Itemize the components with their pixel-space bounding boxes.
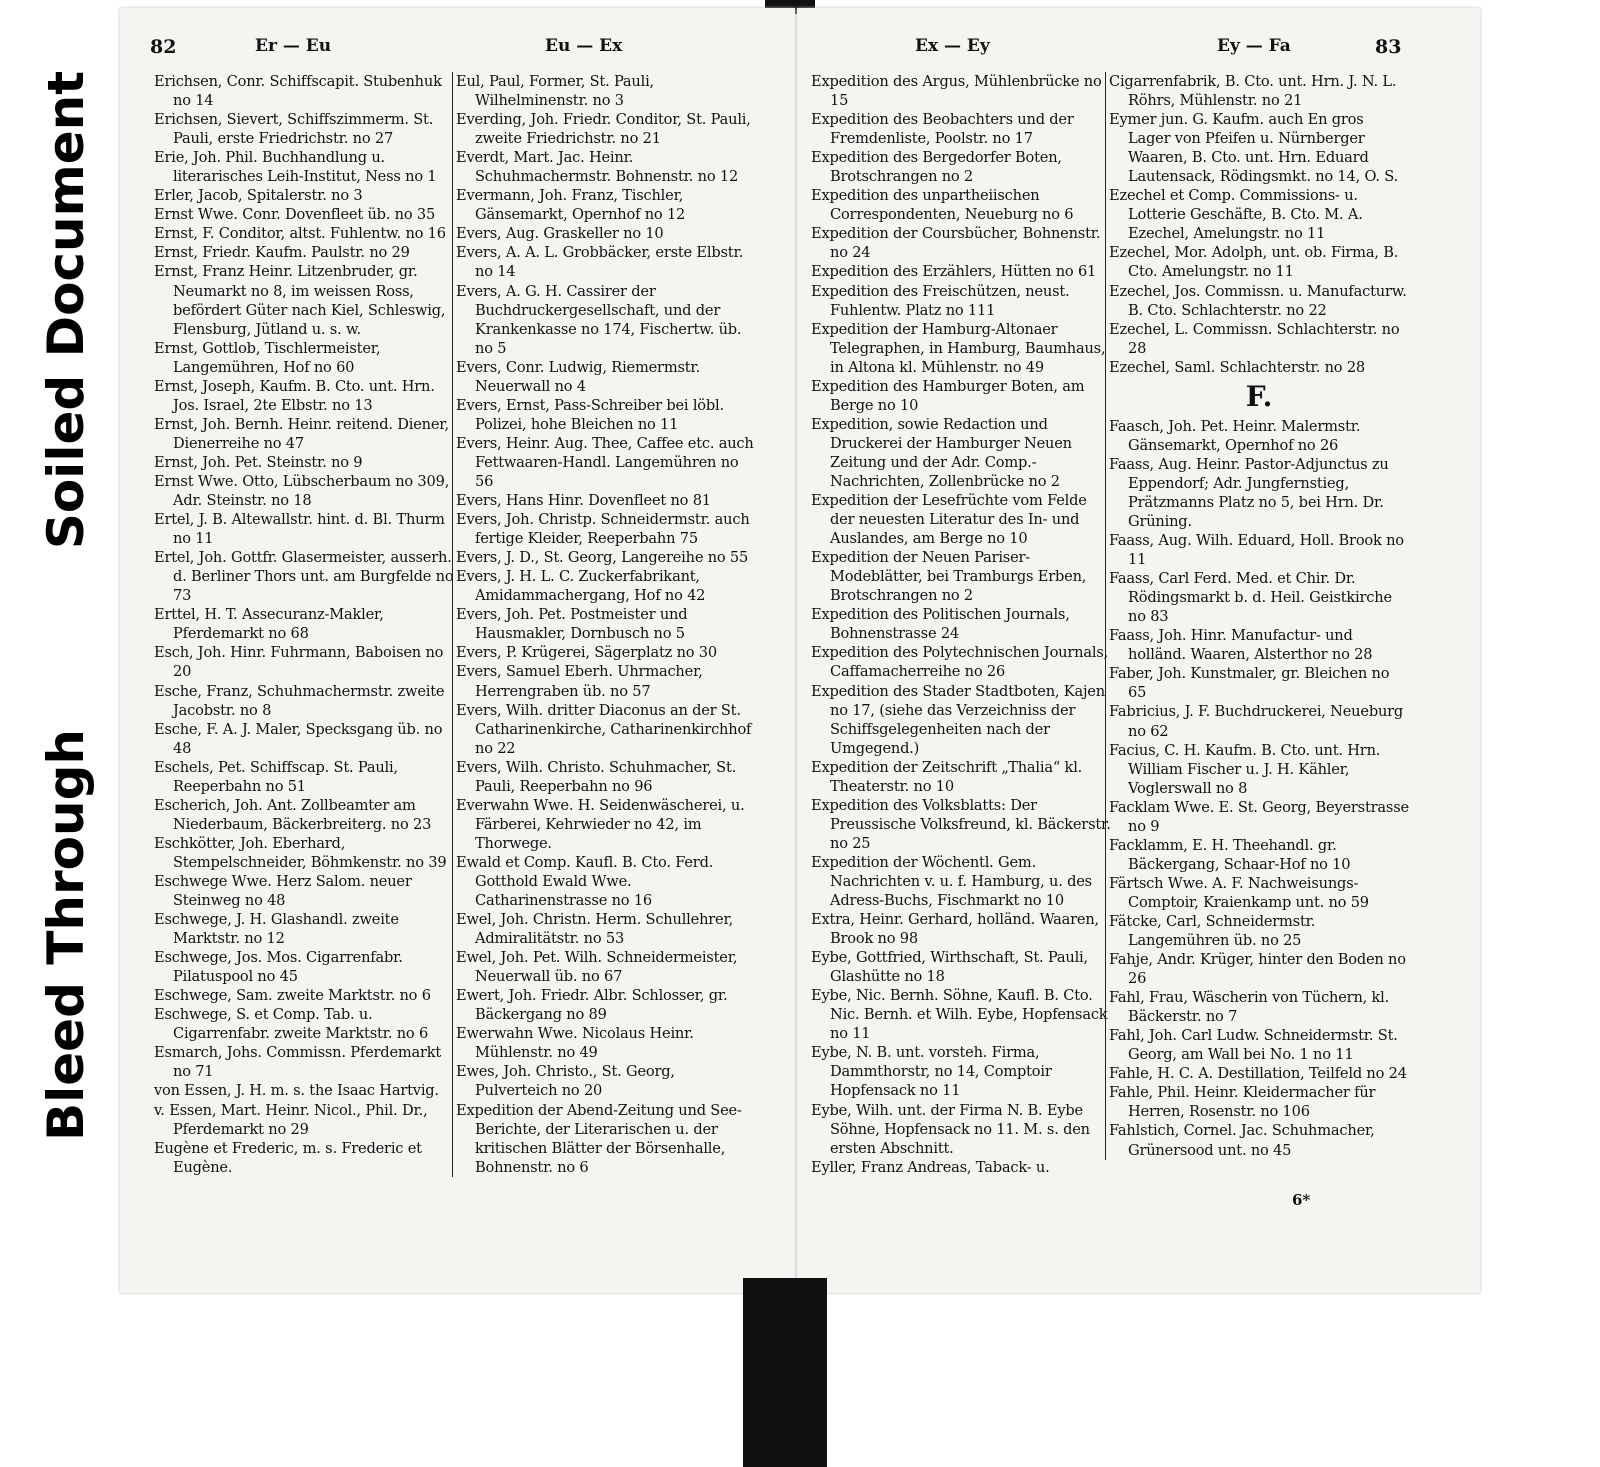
right-page [797, 8, 1480, 1293]
directory-entry: Fahlstich, Cornel. Jac. Schuhmacher, Grünersood unt. no 45 [1109, 1122, 1375, 1159]
soiled-document-label [34, 70, 98, 550]
directory-entry: Evers, A. A. L. Grobbäcker, erste Elbstr. no 14 [456, 244, 744, 281]
directory-entry: Eybe, Wilh. unt. der Firma N. B. Eybe Söhne, Hopfensack no 11. M. s. den ersten Abschnitt. [811, 1101, 1090, 1157]
right-page-header-col2: Ey — Fa [1217, 36, 1291, 56]
directory-entry: Expedition der Coursbücher, Bohnenstr. no 24 [811, 225, 1101, 262]
directory-entry: Facklamm, E. H. Theehandl. gr. Bäckergang, Schaar-Hof no 10 [1109, 836, 1351, 873]
directory-entry: Ernst, Gottlob, Tischlermeister, Langemühren, Hof no 60 [154, 339, 381, 376]
directory-entry: Ewes, Joh. Christo., St. Georg, Pulverteich no 20 [456, 1063, 675, 1100]
directory-entry: Evers, Wilh. Christo. Schuhmacher, St. Pauli, Reeperbahn no 96 [456, 758, 737, 795]
directory-entry: Ertel, Joh. Gottfr. Glasermeister, ausserh. d. Berliner Thors unt. am Burgfelde no 73 [154, 549, 454, 605]
directory-entry: Evers, Samuel Eberh. Uhrmacher, Herrengraben üb. no 57 [456, 663, 703, 700]
directory-entry: Ertel, J. B. Altewallstr. hint. d. Bl. Thurm no 11 [154, 511, 445, 548]
directory-entry: von Essen, J. H. m. s. the Isaac Hartvig. [154, 1082, 439, 1100]
directory-entry: Ernst, Friedr. Kaufm. Paulstr. no 29 [154, 244, 410, 262]
directory-entry: Escherich, Joh. Ant. Zollbeamter am Niederbaum, Bäckerbreiterg. no 23 [154, 796, 432, 833]
directory-entry: Eybe, Nic. Bernh. Söhne, Kaufl. B. Cto. Nic. Bernh. et Wilh. Eybe, Hopfensack no 11 [811, 987, 1108, 1043]
directory-entry: Fahl, Joh. Carl Ludw. Schneidermstr. St. Georg, am Wall bei No. 1 no 11 [1109, 1027, 1398, 1064]
section-heading: F. [1245, 379, 1273, 413]
right-page-header-col1: Ex — Ey [915, 36, 990, 56]
directory-entry: Faber, Joh. Kunstmaler, gr. Bleichen no 65 [1109, 665, 1390, 702]
directory-entry: Ernst, Joseph, Kaufm. B. Cto. unt. Hrn. Jos. Israel, 2te Elbstr. no 13 [154, 377, 435, 414]
directory-entry: Ezechel, Saml. Schlachterstr. no 28 [1109, 358, 1366, 376]
directory-entry: Esche, F. A. J. Maler, Specksgang üb. no 48 [154, 720, 443, 757]
directory-entry: Expedition der Wöchentl. Gem. Nachrichten v. u. f. Hamburg, u. des Adress-Buchs, Fischmarkt no 10 [811, 853, 1092, 910]
directory-entry: Färtsch Wwe. A. F. Nachweisungs-Comptoir, Kraienkamp unt. no 59 [1109, 874, 1369, 911]
directory-entry: Fätcke, Carl, Schneidermstr. Langemühren üb. no 25 [1109, 912, 1316, 950]
directory-entry: Expedition des Volksblatts: Der Preussische Volksfreund, kl. Bäckerstr. no 25 [811, 796, 1111, 852]
directory-entry: Eymer jun. G. Kaufm. auch En gros Lager von Pfeifen u. Nürnberger Waaren, B. Cto. unt. Hrn. Eduard Lautensack, Rödingsmkt. no 14, O. S. [1109, 111, 1398, 186]
directory-entry: Expedition des Bergedorfer Boten, Brotschrangen no 2 [811, 149, 1062, 186]
directory-entry: Evers, Ernst, Pass-Schreiber bei löbl. Polizei, hohe Bleichen no 11 [456, 396, 724, 433]
directory-entry: Erler, Jacob, Spitalerstr. no 3 [154, 187, 363, 205]
directory-entry: Eul, Paul, Former, St. Pauli, Wilhelminenstr. no 3 [456, 73, 654, 110]
directory-entry: Ewert, Joh. Friedr. Albr. Schlosser, gr. Bäckergang no 89 [456, 987, 728, 1024]
soiled-document-label-text: Soiled Document [37, 70, 96, 550]
directory-entry: Eschwege, Sam. zweite Marktstr. no 6 [154, 987, 431, 1005]
directory-entry: Eschwege, J. H. Glashandl. zweite Marktstr. no 12 [154, 911, 399, 948]
directory-entry: Evers, Hans Hinr. Dovenfleet no 81 [456, 492, 711, 510]
left-page-number: 82 [150, 36, 177, 58]
directory-entry: Faass, Joh. Hinr. Manufactur- und holländ. Waaren, Alsterthor no 28 [1109, 627, 1373, 664]
directory-entry: Expedition des Freischützen, neust. Fuhlentw. Platz no 111 [811, 282, 1070, 319]
directory-entry: Ezechel, Jos. Commissn. u. Manufacturw. B. Cto. Schlachterstr. no 22 [1109, 282, 1407, 319]
directory-entry: Ernst, Joh. Pet. Steinstr. no 9 [154, 453, 363, 471]
directory-entry: Eschkötter, Joh. Eberhard, Stempelschneider, Böhmkenstr. no 39 [154, 834, 447, 871]
directory-entry: Ewel, Joh. Pet. Wilh. Schneidermeister, Neuerwall üb. no 67 [456, 949, 738, 986]
directory-entry: Eschwege, S. et Comp. Tab. u. Cigarrenfabr. zweite Marktstr. no 6 [154, 1006, 429, 1043]
left-page-header [120, 36, 795, 64]
directory-entry: Expedition des Erzählers, Hütten no 61 [811, 263, 1097, 281]
directory-entry: Ewel, Joh. Christn. Herm. Schullehrer, Admiralitätstr. no 53 [456, 911, 734, 948]
directory-entry: Evers, Aug. Graskeller no 10 [456, 225, 664, 243]
directory-entry: Evers, Conr. Ludwig, Riemermstr. Neuerwall no 4 [456, 358, 701, 395]
directory-entry: Everwahn Wwe. H. Seidenwäscherei, u. Färberei, Kehrwieder no 42, im Thorwege. [456, 796, 745, 852]
directory-entry: Expedition, sowie Redaction und Druckerei der Hamburger Neuen Zeitung und der Adr. Comp.-Nachrichten, Zollenbrücke no 2 [811, 415, 1072, 490]
left-page-header-col2: Eu — Ex [545, 36, 623, 56]
right-page-number: 83 [1375, 36, 1402, 58]
directory-entry: Expedition des Politischen Journals, Bohnenstrasse 24 [811, 606, 1070, 643]
directory-entry: Evers, J. D., St. Georg, Langereihe no 55 [456, 549, 749, 567]
directory-entry: Eugène et Frederic, m. s. Frederic et Eugène. [154, 1139, 422, 1176]
directory-entry: Esmarch, Johs. Commissn. Pferdemarkt no 71 [154, 1044, 442, 1081]
directory-entry: Evers, P. Krügerei, Sägerplatz no 30 [456, 644, 717, 662]
directory-entry: Ernst, Franz Heinr. Litzenbruder, gr. Neumarkt no 8, im weissen Ross, befördert Güter nach Kiel, Schleswig, Flensburg, Jütland u. s. w. [154, 263, 446, 338]
directory-entry: Expedition des Hamburger Boten, am Berge no 10 [811, 377, 1085, 414]
directory-entry: Eyller, Franz Andreas, Taback- u. [811, 1158, 1050, 1176]
right-page-column-2 [1105, 72, 1409, 1160]
directory-entry: Evers, Joh. Pet. Postmeister und Hausmakler, Dornbusch no 5 [456, 606, 688, 643]
directory-entry: Eschwege Wwe. Herz Salom. neuer Steinweg no 48 [154, 872, 412, 910]
directory-entry: Ezechel, Mor. Adolph, unt. ob. Firma, B. Cto. Amelungstr. no 11 [1109, 244, 1399, 281]
directory-entry: Evermann, Joh. Franz, Tischler, Gänsemarkt, Opernhof no 12 [456, 187, 686, 224]
directory-entry: Expedition des Beobachters und der Fremdenliste, Poolstr. no 17 [811, 111, 1074, 148]
directory-entry: Fahle, H. C. A. Destillation, Teilfeld no 24 [1109, 1065, 1407, 1083]
directory-entry: Ezechel, L. Commissn. Schlachterstr. no 28 [1109, 320, 1400, 357]
directory-entry: Expedition des Argus, Mühlenbrücke no 15 [811, 73, 1102, 110]
directory-entry: Erttel, H. T. Assecuranz-Makler, Pferdemarkt no 68 [154, 606, 384, 643]
left-page-column-1 [154, 72, 454, 1177]
printer-signature-mark: 6* [1292, 1191, 1311, 1209]
directory-entry: Eybe, N. B. unt. vorsteh. Firma, Dammthorstr, no 14, Comptoir Hopfensack no 11 [811, 1044, 1052, 1100]
spine-bottom-bar [743, 1278, 827, 1467]
directory-entry: Fabricius, J. F. Buchdruckerei, Neueburg no 62 [1109, 703, 1404, 740]
directory-entry: Everding, Joh. Friedr. Conditor, St. Pauli, zweite Friedrichstr. no 21 [456, 111, 751, 148]
bleed-through-label-text: Bleed Through [37, 729, 95, 1141]
directory-entry: Expedition des unpartheiischen Correspondenten, Neueburg no 6 [811, 187, 1074, 224]
directory-entry: Ezechel et Comp. Commissions- u. Lotterie Geschäfte, B. Cto. M. A. Ezechel, Amelungstr. no 11 [1109, 187, 1363, 243]
directory-entry: Expedition des Stader Stadtboten, Kajen no 17, (siehe das Verzeichniss der Schiffsgelegenheiten nach der Umgegend.) [811, 682, 1105, 757]
directory-entry: Fahje, Andr. Krüger, hinter den Boden no 26 [1109, 951, 1406, 988]
directory-entry: Eschels, Pet. Schiffscap. St. Pauli, Reeperbahn no 51 [154, 758, 398, 795]
directory-entry: Ewerwahn Wwe. Nicolaus Heinr. Mühlenstr. no 49 [456, 1025, 694, 1062]
directory-entry: Expedition der Neuen Pariser-Modeblätter, bei Tramburgs Erben, Brotschrangen no 2 [811, 549, 1087, 605]
directory-entry: Ernst, Joh. Bernh. Heinr. reitend. Diener, Dienerreihe no 47 [154, 415, 449, 452]
directory-entry: Cigarrenfabrik, B. Cto. unt. Hrn. J. N. L. Röhrs, Mühlenstr. no 21 [1109, 73, 1397, 110]
directory-entry: Faass, Aug. Heinr. Pastor-Adjunctus zu Eppendorf; Adr. Jungfernstieg, Prätzmanns Platz no 5, bei Hrn. Dr. Grüning. [1109, 455, 1389, 530]
left-page [120, 8, 795, 1293]
directory-entry: Eschwege, Jos. Mos. Cigarrenfabr. Pilatuspool no 45 [154, 949, 403, 986]
directory-entry: Facius, C. H. Kaufm. B. Cto. unt. Hrn. William Fischer u. J. H. Kähler, Voglerswall no 8 [1109, 741, 1381, 797]
directory-entry: Evers, Wilh. dritter Diaconus an der St. Catharinenkirche, Catharinenkirchhof no 22 [456, 701, 752, 757]
bleed-through-label [34, 715, 98, 1155]
directory-entry: Esche, Franz, Schuhmachermstr. zweite Jacobstr. no 8 [154, 682, 445, 719]
left-page-header-col1: Er — Eu [255, 36, 332, 56]
directory-entry: Expedition der Abend-Zeitung und See-Berichte, der Literarischen u. der kritischen Blätter der Börsenhalle, Bohnenstr. no 6 [456, 1101, 742, 1176]
directory-entry: Expedition der Zeitschrift „Thalia“ kl. Theaterstr. no 10 [811, 758, 1083, 795]
directory-entry: Evers, A. G. H. Cassirer der Buchdruckergesellschaft, und der Krankenkasse no 174, Fischertw. üb. no 5 [456, 282, 742, 357]
left-page-column-2 [452, 72, 756, 1177]
directory-entry: Facklam Wwe. E. St. Georg, Beyerstrasse no 9 [1109, 798, 1409, 835]
directory-entry: Ernst Wwe. Conr. Dovenfleet üb. no 35 [154, 206, 436, 224]
directory-entry: Erichsen, Conr. Schiffscapit. Stubenhuk no 14 [154, 73, 442, 110]
directory-entry: Esch, Joh. Hinr. Fuhrmann, Baboisen no 20 [154, 644, 444, 681]
directory-entry: Evers, Heinr. Aug. Thee, Caffee etc. auch Fettwaaren-Handl. Langemühren no 56 [456, 434, 754, 490]
directory-entry: Expedition der Lesefrüchte vom Felde der neuesten Literatur des In- und Auslandes, am Berge no 10 [811, 492, 1087, 548]
directory-entry: Evers, Joh. Christp. Schneidermstr. auch fertige Kleider, Reeperbahn 75 [456, 511, 750, 548]
directory-entry: Evers, J. H. L. C. Zuckerfabrikant, Amidammachergang, Hof no 42 [456, 568, 706, 605]
directory-entry: Extra, Heinr. Gerhard, holländ. Waaren, Brook no 98 [811, 911, 1099, 948]
directory-entry: Fahl, Frau, Wäscherin von Tüchern, kl. Bäckerstr. no 7 [1109, 989, 1390, 1026]
directory-entry: Ewald et Comp. Kaufl. B. Cto. Ferd. Gotthold Ewald Wwe. Catharinenstrasse no 16 [456, 853, 714, 910]
directory-entry: Everdt, Mart. Jac. Heinr. Schuhmachermstr. Bohnenstr. no 12 [456, 149, 739, 186]
directory-entry: Expedition des Polytechnischen Journals, Caffamacherreihe no 26 [811, 644, 1109, 681]
directory-entry: Ernst Wwe. Otto, Lübscherbaum no 309, Adr. Steinstr. no 18 [154, 472, 450, 510]
directory-entry: Ernst, F. Conditor, altst. Fuhlentw. no 16 [154, 225, 446, 243]
directory-entry: Erichsen, Sievert, Schiffszimmerm. St. Pauli, erste Friedrichstr. no 27 [154, 111, 434, 148]
directory-entry: Faasch, Joh. Pet. Heinr. Malermstr. Gänsemarkt, Opernhof no 26 [1109, 417, 1361, 454]
directory-entry: Fahle, Phil. Heinr. Kleidermacher für Herren, Rosenstr. no 106 [1109, 1084, 1376, 1121]
directory-entry: Faass, Aug. Wilh. Eduard, Holl. Brook no 11 [1109, 532, 1404, 569]
directory-entry: v. Essen, Mart. Heinr. Nicol., Phil. Dr., Pferdemarkt no 29 [154, 1101, 428, 1138]
right-page-header [797, 36, 1480, 64]
directory-entry: Expedition der Hamburg-Altonaer Telegraphen, in Hamburg, Baumhaus, in Altona kl. Mühlenstr. no 49 [811, 320, 1106, 376]
directory-entry: Faass, Carl Ferd. Med. et Chir. Dr. Rödingsmarkt b. d. Heil. Geistkirche no 83 [1109, 570, 1392, 626]
directory-entry: Eybe, Gottfried, Wirthschaft, St. Pauli, Glashütte no 18 [811, 949, 1088, 986]
right-page-column-1 [811, 72, 1111, 1177]
directory-entry: Erie, Joh. Phil. Buchhandlung u. literarisches Leih-Institut, Ness no 1 [154, 149, 437, 186]
